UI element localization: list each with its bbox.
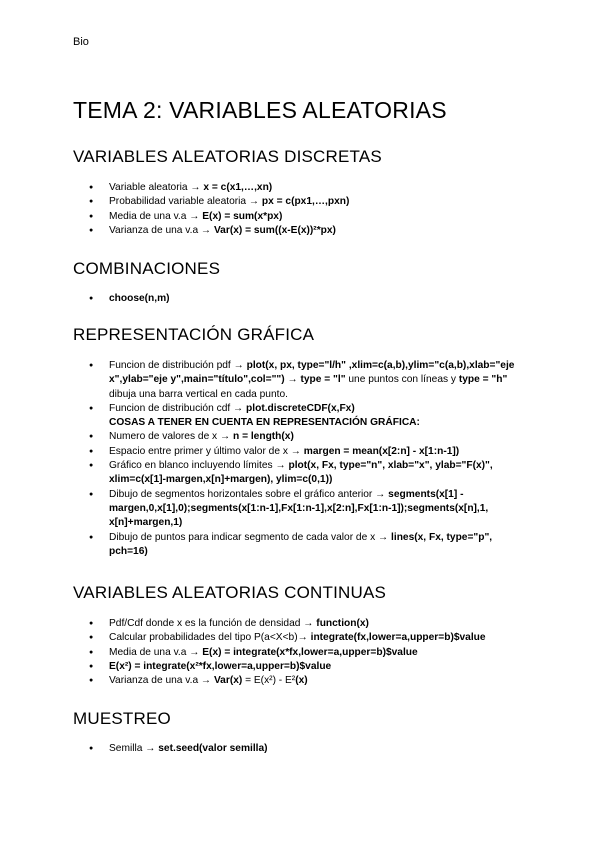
list-item <box>73 224 533 238</box>
list-discretas <box>73 181 533 238</box>
heading-combinaciones: COMBINACIONES <box>73 259 221 278</box>
item-code: margen = mean(x[2:n] - x[1:n-1]) <box>303 445 460 457</box>
item-code: E(x) = integrate(x*fx,lower=a,upper=b)$value <box>202 646 418 658</box>
list-item <box>73 674 533 688</box>
item-code: (x) <box>295 675 308 687</box>
item-text: Dibujo de segmentos horizontales sobre el gráfico anterior → <box>109 488 389 500</box>
list-item <box>73 742 533 756</box>
list-item <box>73 660 533 674</box>
item-code: E(x) = sum(x*px) <box>202 210 283 222</box>
item-code: Var(x) <box>213 675 243 687</box>
item-code: x = c(x1,…,xn) <box>203 182 273 193</box>
item-text: Varianza de una v.a → <box>109 675 214 687</box>
item-text: Media de una v.a → <box>109 210 203 222</box>
item-code: plot(x, px, type="l/h" ,xlim=c(a,b),ylim="c(a,b),xlab="eje x",ylab="eje y",main="título",col="") <box>109 360 515 386</box>
heading-continuas: VARIABLES ALEATORIAS CONTINUAS <box>73 583 387 602</box>
item-text: une puntos con líneas y <box>345 374 459 386</box>
heading-discretas: VARIABLES ALEATORIAS DISCRETAS <box>73 147 382 166</box>
list-item <box>73 459 533 488</box>
item-text: Gráfico en blanco incluyendo límites → <box>109 460 289 472</box>
list-combinaciones <box>73 292 533 306</box>
item-text: Dibujo de puntos para indicar segmento de cada valor de x → <box>109 531 392 543</box>
list-item <box>73 181 533 195</box>
item-code: integrate(fx,lower=a,upper=b)$value <box>310 632 486 644</box>
list-item <box>73 292 533 306</box>
item-text: Varianza de una v.a → <box>109 224 214 236</box>
list-item <box>73 617 533 631</box>
item-text: dibuja una barra vertical en cada punto. <box>109 388 288 400</box>
list-representacion <box>73 359 533 559</box>
list-item <box>73 631 533 645</box>
list-item <box>73 359 533 402</box>
item-text: Pdf/Cdf donde x es la función de densidad → <box>109 618 317 629</box>
item-text: Media de una v.a → <box>109 646 203 658</box>
list-item <box>73 646 533 660</box>
list-item <box>73 210 533 224</box>
item-text: Espacio entre primer y último valor de x → <box>109 445 304 457</box>
list-item <box>73 488 533 531</box>
item-text: Calcular probabilidades del tipo P(a<X<b)→ <box>109 632 311 644</box>
item-code: segments(x[1] -margen,0,x[1],0);segments(x[1:n-1],Fx[1:n-1],x[2:n],Fx[1:n-1]);segments(x[n],1, x[n]+margen,1) <box>109 488 489 529</box>
list-item <box>73 531 533 560</box>
list-item <box>73 445 533 459</box>
item-code: type = "l" <box>300 374 346 386</box>
item-code: plot(x, Fx, type="n", xlab="x", ylab="F(x)", xlim=c(x[1]-margen,x[n]+margen), ylim=c(0,1)) <box>109 460 493 486</box>
item-code: Var(x) = sum((x-E(x))²*px) <box>213 224 336 236</box>
item-code: function(x) <box>316 618 369 629</box>
list-item <box>73 416 533 430</box>
item-text: Funcion de distribución cdf → <box>109 402 247 414</box>
item-text: Probabilidad variable aleatoria → <box>109 196 262 208</box>
item-text: = E(x²) - E² <box>242 675 296 687</box>
list-item <box>73 195 533 209</box>
item-text: Numero de valores de x → <box>109 431 234 443</box>
item-code: type = "h" <box>458 374 508 386</box>
heading-representacion: REPRESENTACIÓN GRÁFICA <box>73 325 315 344</box>
item-code: lines(x, Fx, type="p", pch=16) <box>109 531 493 557</box>
item-code: px = c(px1,…,pxn) <box>261 196 350 208</box>
item-code: set.seed(valor semilla) <box>158 743 268 754</box>
item-code: E(x²) = integrate(x²*fx,lower=a,upper=b)$value <box>109 660 332 672</box>
list-continuas <box>73 617 533 688</box>
item-text: Semilla → <box>109 743 159 754</box>
item-code: choose(n,m) <box>109 293 170 304</box>
item-text: Variable aleatoria → <box>109 182 204 193</box>
item-text: → <box>284 374 301 386</box>
list-item <box>73 430 533 444</box>
item-code: n = length(x) <box>233 431 294 443</box>
page-header: Bio <box>73 36 89 48</box>
item-code: COSAS A TENER EN CUENTA EN REPRESENTACIÓN GRÁFICA: <box>109 417 420 429</box>
heading-muestreo: MUESTREO <box>73 709 171 728</box>
document-title: TEMA 2: VARIABLES ALEATORIAS <box>73 97 447 123</box>
item-text: Funcion de distribución pdf → <box>109 360 247 371</box>
list-item <box>73 402 533 416</box>
list-muestreo <box>73 742 533 756</box>
item-code: plot.discreteCDF(x,Fx) <box>246 402 355 414</box>
